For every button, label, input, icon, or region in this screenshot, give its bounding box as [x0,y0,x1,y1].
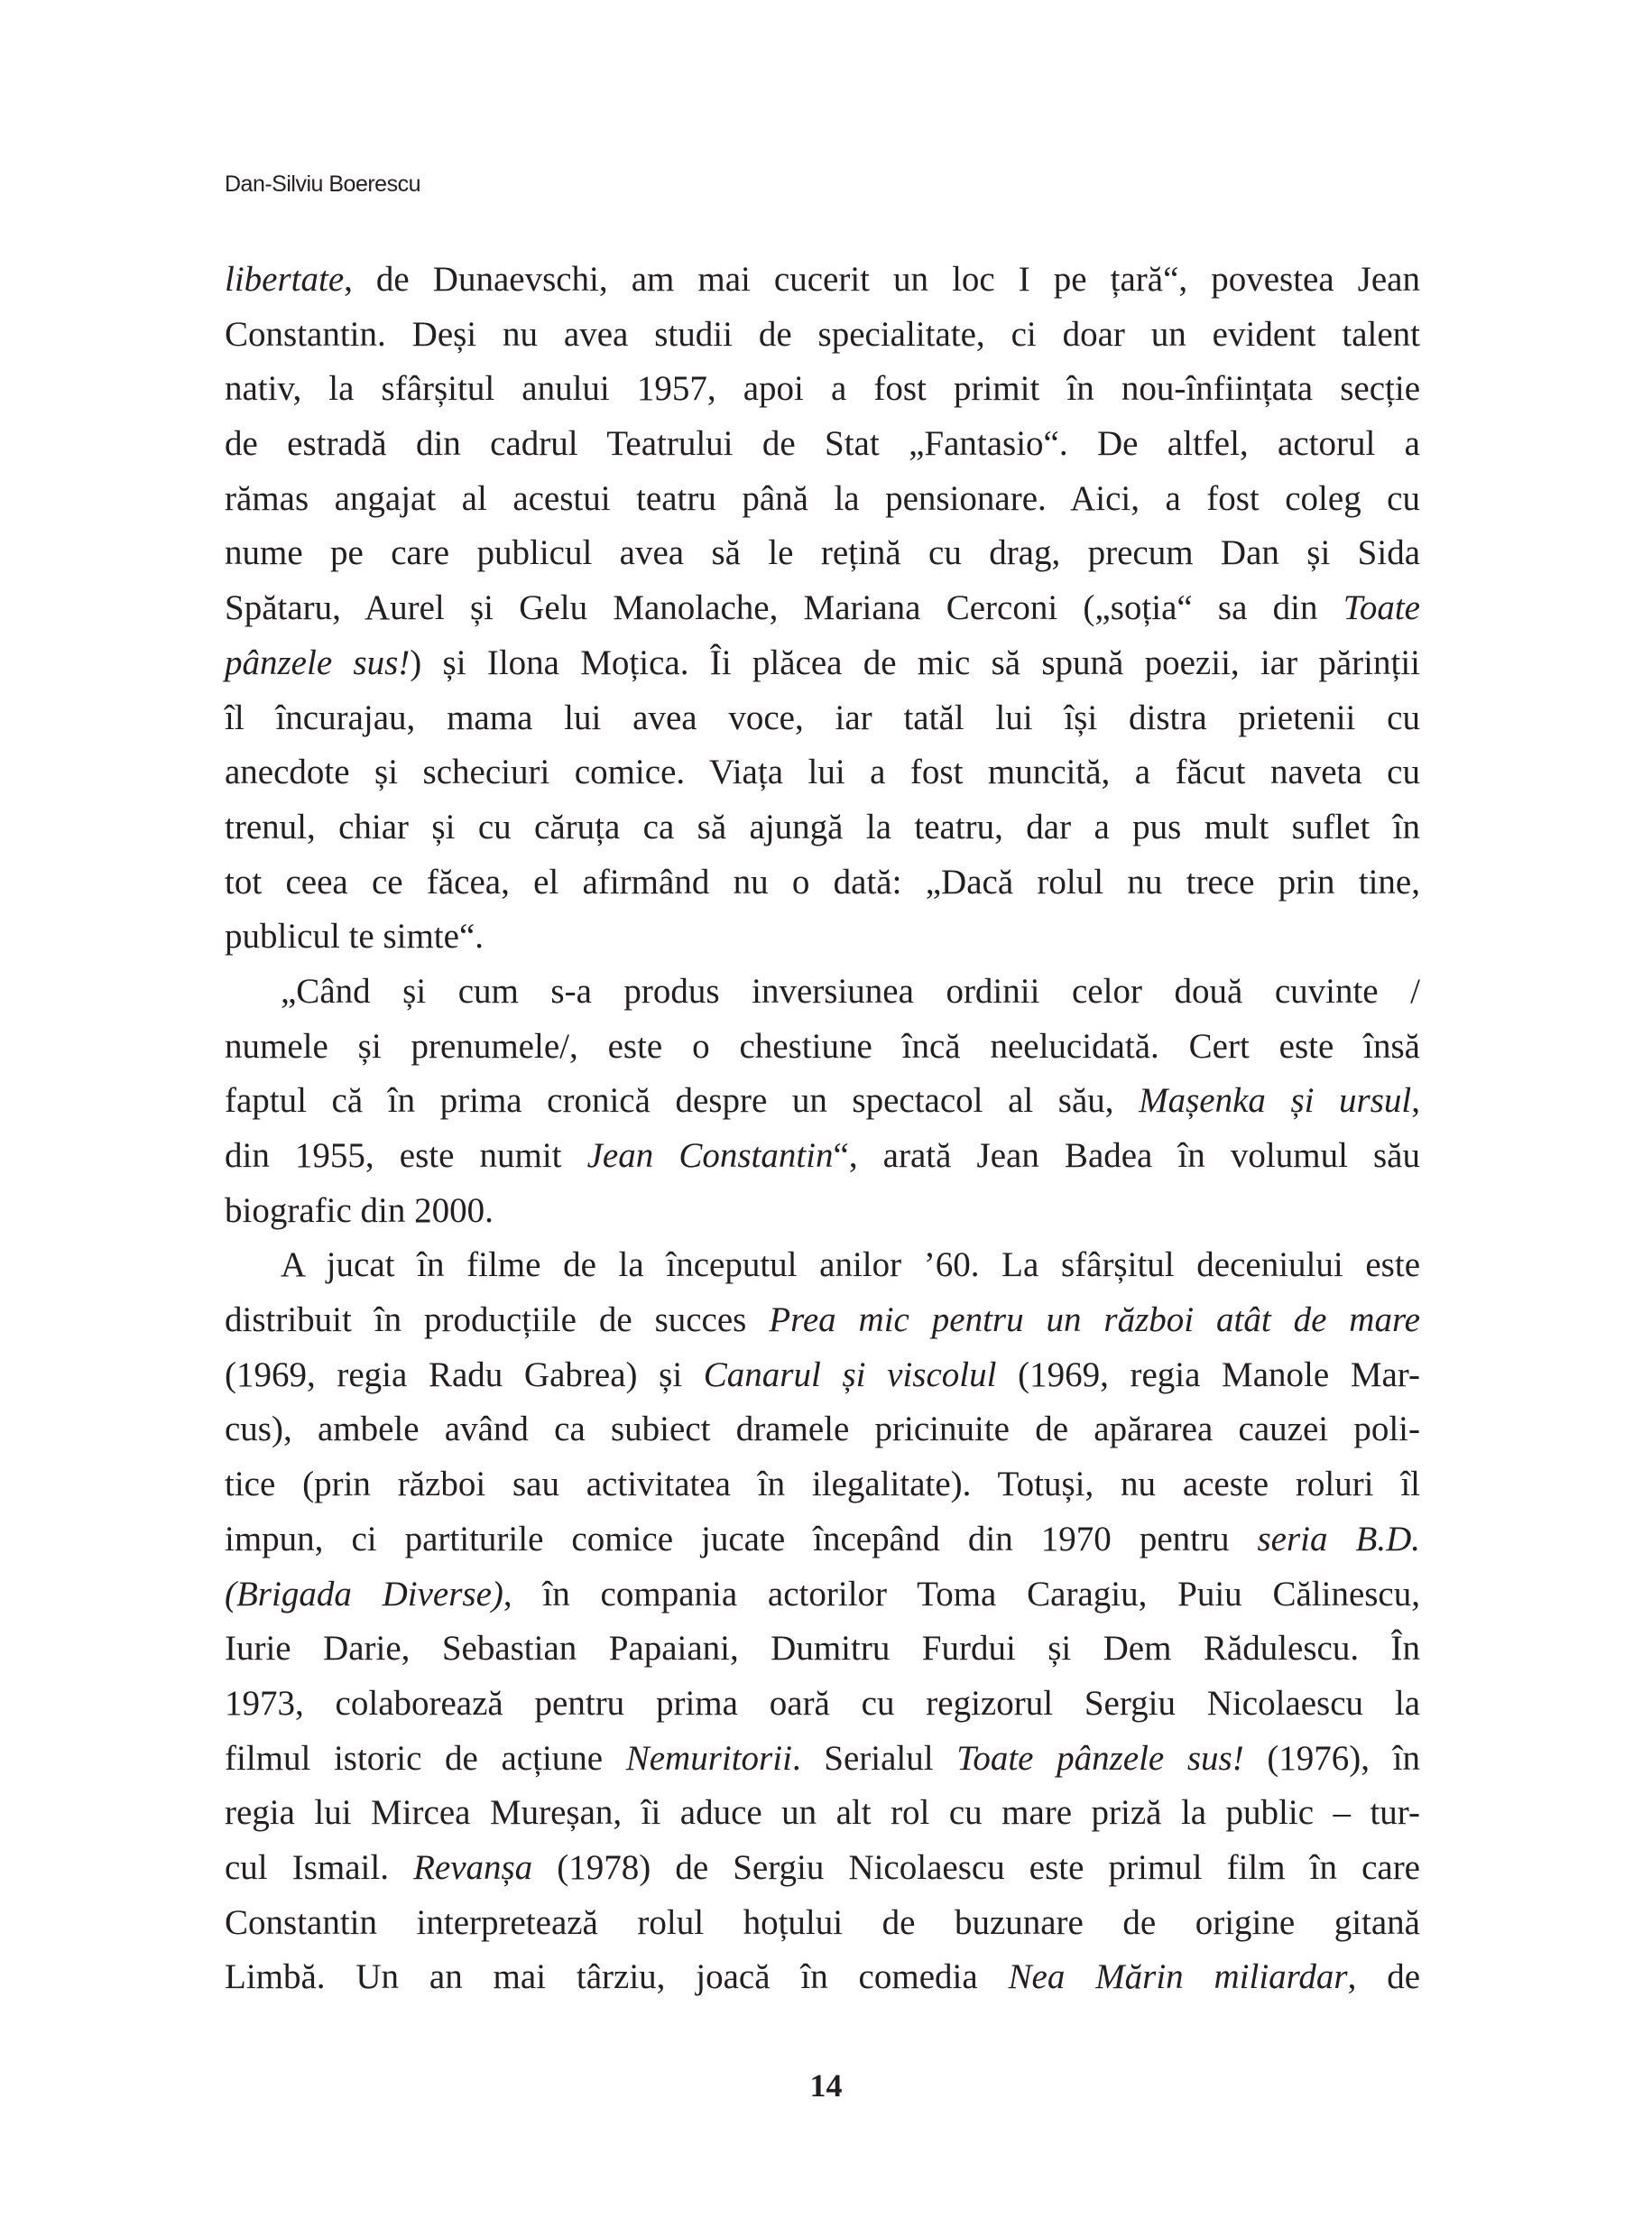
text-line [225,308,1420,363]
italic-title-span: seria B.D. [1257,1519,1420,1558]
text-span: “, arată Jean Badea în volumul său [833,1136,1420,1175]
italic-title-span: (Brigada Diverse) [225,1574,503,1614]
italic-title-span: Prea mic pentru un război atât de mare [769,1300,1420,1340]
text-line [225,1293,1420,1348]
text-span: (1969, regia Manole Mar- [996,1355,1420,1394]
text-span: din 1955, este numit [225,1136,587,1175]
text-span: filmul istoric de acțiune [225,1738,626,1778]
text-span: . Serialul [791,1738,957,1778]
text-line [225,1841,1420,1896]
text-span: Limbă. Un an mai târziu, joacă în comedia [225,1957,1009,1997]
text-line [225,526,1420,581]
text-span: Iurie Darie, Sebastian Papaiani, Dumitru Furdui și Dem Rădulescu. În [225,1629,1420,1669]
text-line [225,800,1420,855]
text-line [225,1348,1420,1403]
text-span: cus), ambele având ca subiect dramele pricinuite de apărarea cauzei poli- [225,1410,1420,1449]
italic-title-span: Canarul și viscolul [703,1355,997,1394]
text-line [225,581,1420,636]
italic-title-span: libertate [225,260,345,299]
text-line [225,1512,1420,1568]
body-text [225,253,1420,2005]
text-line [225,1238,1420,1293]
text-line [225,1074,1420,1129]
text-line [225,1896,1420,1951]
text-line [225,1402,1420,1457]
text-span: Spătaru, Aurel și Gelu Manolache, Mariana Cerconi („soția“ sa din [225,588,1343,628]
text-span: îl încurajau, mama lui avea voce, iar tatăl lui își distra prietenii cu [225,698,1420,737]
text-span: , de [1347,1957,1420,1997]
text-span: biografic din 2000. [225,1190,494,1230]
text-span: Constantin. Deși nu avea studii de specialitate, ci doar un evident talent [225,314,1420,354]
italic-title-span: Jean Constantin [586,1136,834,1175]
text-span: nativ, la sfârșitul anului 1957, apoi a fost primit în nou-înființata secție [225,369,1420,409]
text-span: tice (prin război sau activitatea în ilegalitate). Totuși, nu aceste roluri îl [225,1465,1420,1504]
text-line [225,1677,1420,1732]
text-line [225,1184,1420,1239]
running-head-author: Dan-Silviu Boerescu [225,171,420,197]
text-line [225,636,1420,691]
text-span: distribuit în producțiile de succes [225,1300,770,1340]
text-span: A jucat în filme de la începutul anilor ’60. La sfârșitul deceniului este [281,1245,1420,1285]
text-span: de estradă din cadrul Teatrului de Stat „Fantasio“. De altfel, actorul a [225,424,1420,464]
text-line [225,1786,1420,1841]
text-span: , [1411,1081,1420,1121]
text-span: , în compania actorilor Toma Caragiu, Puiu Călinescu, [503,1574,1420,1614]
text-line [225,472,1420,527]
text-span: faptul că în prima cronică despre un spectacol al său, [225,1081,1140,1121]
text-line [225,1622,1420,1677]
text-line [225,1950,1420,2005]
italic-title-span: Nemuritorii [625,1738,792,1778]
text-span: publicul te simte“. [225,917,485,957]
text-span: (1976), în [1243,1738,1421,1778]
text-line [225,855,1420,911]
text-line [225,1129,1420,1184]
text-line [225,691,1420,746]
text-span: 1973, colaborează pentru prima oară cu regizorul Sergiu Nicolaescu la [225,1683,1420,1723]
text-line [225,1457,1420,1512]
text-span: nume pe care publicul avea să le rețină cu drag, precum Dan și Sida [225,533,1420,573]
text-span: numele și prenumele/, este o chestiune încă neelucidată. Cert este însă [225,1026,1420,1066]
italic-title-span: Revanșa [413,1847,533,1887]
text-line [225,1568,1420,1623]
text-span: (1969, regia Radu Gabrea) și [225,1355,704,1394]
text-span: Constantin interpretează rolul hoțului de buzunare de origine gitană [225,1902,1420,1942]
italic-title-span: pânzele sus! [225,643,411,682]
text-line [225,417,1420,472]
page-number: 14 [809,2067,843,2104]
text-line [225,253,1420,308]
text-span: tot ceea ce făcea, el afirmând nu o dată: „Dacă rolul nu trece prin tine, [225,862,1420,902]
text-line [225,745,1420,800]
text-span: rămas angajat al acestui teatru până la pensionare. Aici, a fost coleg cu [225,478,1420,518]
italic-title-span: Toate [1343,588,1420,628]
italic-title-span: Mașenka și ursul [1139,1081,1412,1121]
text-line [225,965,1420,1020]
italic-title-span: Toate pânzele sus! [956,1738,1244,1778]
text-span: , de Dunaevschi, am mai cucerit un loc I pe țară“, povestea Jean [344,260,1420,299]
text-line [225,362,1420,417]
text-line [225,1020,1420,1075]
text-span: anecdote și scheciuri comice. Viața lui a fost muncită, a făcut naveta cu [225,753,1420,792]
text-line [225,910,1420,965]
text-span: ) și Ilona Moțica. Îi plăcea de mic să spună poezii, iar părinții [410,643,1420,682]
text-span: (1978) de Sergiu Nicolaescu este primul film în care [532,1847,1420,1887]
italic-title-span: Nea Mărin miliardar [1008,1957,1348,1997]
text-span: „Când și cum s-a produs inversiunea ordinii celor două cuvinte / [281,971,1420,1011]
text-line [225,1732,1420,1787]
text-span: impun, ci partiturile comice jucate începând din 1970 pentru [225,1519,1258,1558]
text-span: regia lui Mircea Mureșan, îi aduce un alt rol cu mare priză la public – tur- [225,1793,1420,1833]
text-span: cul Ismail. [225,1847,414,1887]
text-span: trenul, chiar și cu căruța ca să ajungă la teatru, dar a pus mult suflet în [225,807,1420,846]
